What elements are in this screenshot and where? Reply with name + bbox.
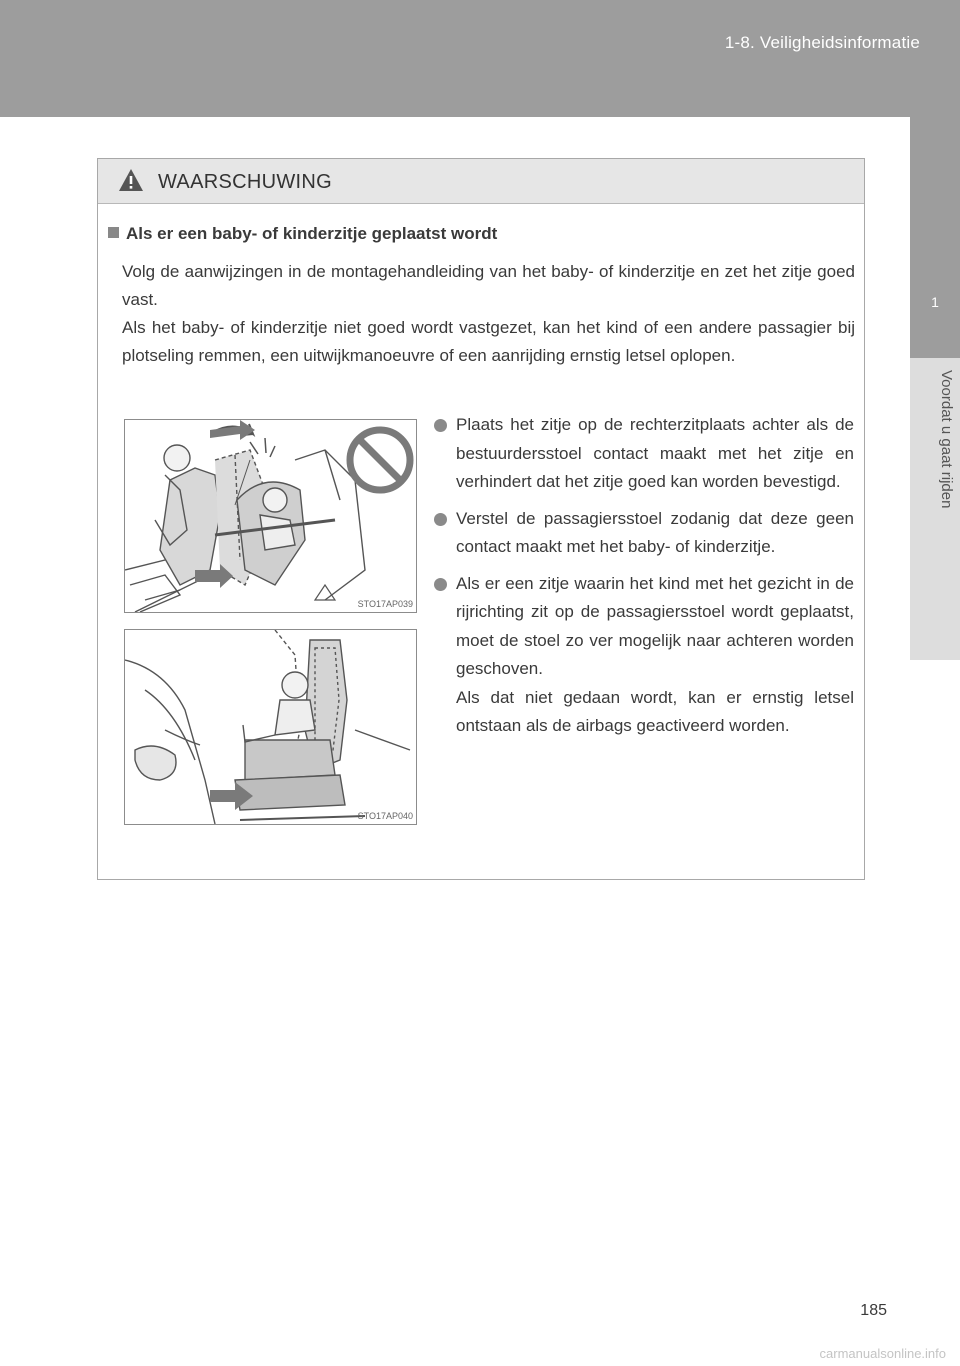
warning-intro xyxy=(122,258,855,370)
warning-title: WAARSCHUWING xyxy=(158,171,332,193)
seat-contact-drawing xyxy=(125,420,416,612)
top-header-band xyxy=(0,0,960,117)
warning-header xyxy=(98,159,864,204)
bullet-text: Plaats het zitje op de rechterzitplaats achter als de bestuurdersstoel contact maakt met het zitje en verhindert dat het zitje goed kan worden bevestigd. xyxy=(456,415,854,491)
intro-paragraph: Als het baby- of kinderzitje niet goed wordt vastgezet, kan het kind of een andere passagier bij plotseling remmen, een uitwijkmanoeuvre of een aanrijding ernstig letsel oplopen. xyxy=(122,318,855,365)
list-item xyxy=(434,570,854,741)
warning-triangle-icon xyxy=(118,168,144,192)
warning-subheading-text: Als er een baby- of kinderzitje geplaatst wordt xyxy=(126,224,498,243)
warning-subheading xyxy=(108,224,497,244)
watermark: carmanualsonline.info xyxy=(819,1346,946,1361)
illustration-code: STO17AP040 xyxy=(357,811,413,821)
list-item xyxy=(434,505,854,562)
bullet-text-continued: Als dat niet gedaan wordt, kan er ernstig letsel ontstaan als de airbags geactiveerd worden. xyxy=(456,687,854,735)
bullet-dot-icon xyxy=(434,578,447,591)
prohibited-seat-contact-illustration xyxy=(124,419,417,613)
bullet-dot-icon xyxy=(434,419,447,432)
page-number: 185 xyxy=(860,1302,887,1319)
bullet-text: Als er een zitje waarin het kind met het gezicht in de rijrichting zit op de passagiersstoel wordt geplaatst, moet de stoel zo ver mogelijk naar achteren worden geschoven. xyxy=(456,573,854,678)
chapter-tab xyxy=(910,117,960,358)
section-header: 1-8. Veiligheidsinformatie xyxy=(724,33,920,52)
seat-moved-back-drawing xyxy=(125,630,416,824)
illustration-code: STO17AP039 xyxy=(357,599,413,609)
list-item xyxy=(434,411,854,497)
forward-facing-seat-moved-back-illustration xyxy=(124,629,417,825)
bullet-list xyxy=(434,411,854,749)
warning-box xyxy=(97,158,865,880)
bullet-text: Verstel de passagiersstoel zodanig dat deze geen contact maakt met het baby- of kinderzitje. xyxy=(456,508,854,556)
square-bullet-icon xyxy=(108,227,119,238)
chapter-number: 1 xyxy=(931,294,939,310)
chapter-title: Voordat u gaat rijden xyxy=(938,370,955,509)
intro-paragraph: Volg de aanwijzingen in de montagehandleiding van het baby- of kinderzitje en zet het zitje goed vast. xyxy=(122,262,855,309)
bullet-dot-icon xyxy=(434,513,447,526)
